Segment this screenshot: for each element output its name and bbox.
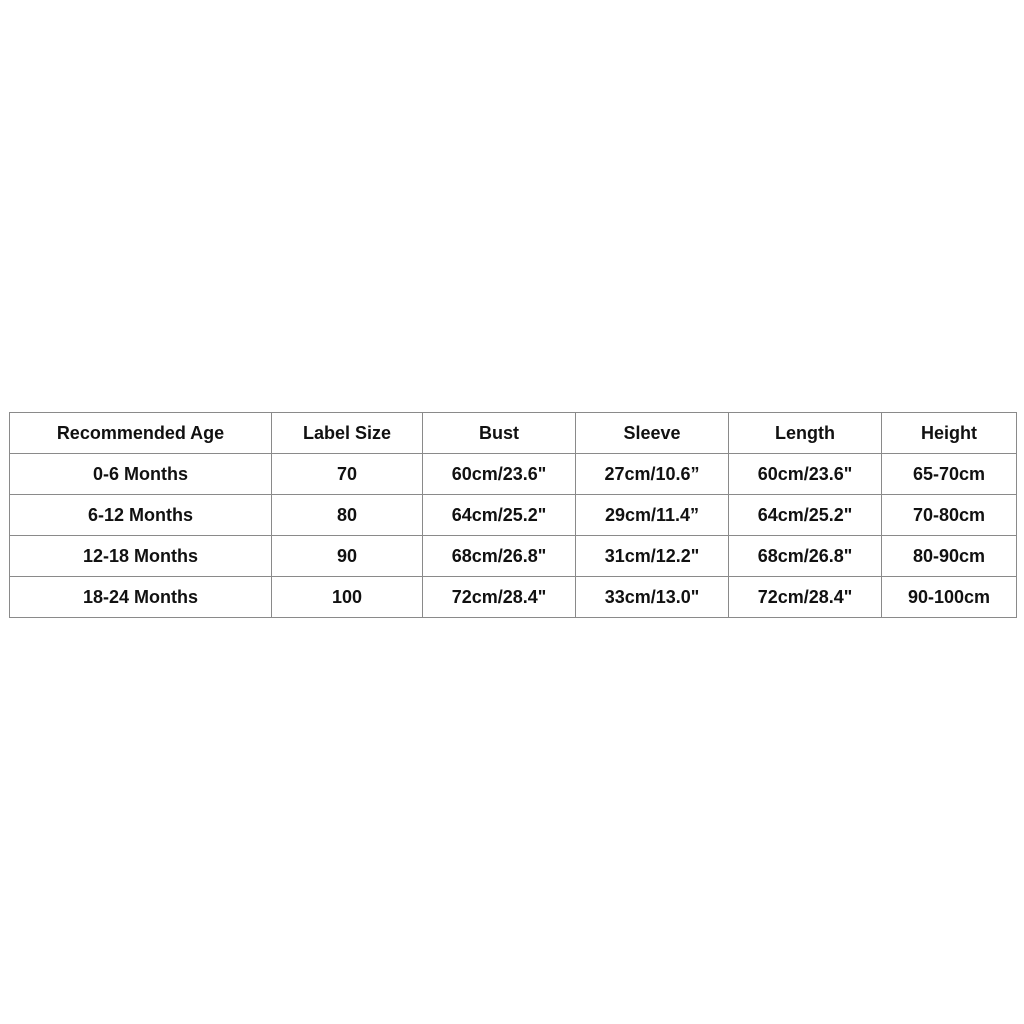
table-header-row — [10, 413, 1017, 454]
cell-sleeve: 27cm/10.6” — [576, 454, 729, 495]
header-label-size: Label Size — [272, 413, 423, 454]
cell-bust: 72cm/28.4" — [423, 577, 576, 618]
cell-sleeve: 29cm/11.4” — [576, 495, 729, 536]
cell-height: 65-70cm — [882, 454, 1017, 495]
cell-sleeve: 31cm/12.2" — [576, 536, 729, 577]
cell-age: 0-6 Months — [10, 454, 272, 495]
cell-length: 72cm/28.4" — [729, 577, 882, 618]
size-chart-table — [9, 412, 1017, 618]
header-height: Height — [882, 413, 1017, 454]
cell-length: 60cm/23.6" — [729, 454, 882, 495]
cell-bust: 64cm/25.2" — [423, 495, 576, 536]
cell-age: 12-18 Months — [10, 536, 272, 577]
cell-label-size: 100 — [272, 577, 423, 618]
header-recommended-age: Recommended Age — [10, 413, 272, 454]
cell-height: 80-90cm — [882, 536, 1017, 577]
cell-height: 70-80cm — [882, 495, 1017, 536]
header-bust: Bust — [423, 413, 576, 454]
table-row — [10, 536, 1017, 577]
cell-age: 18-24 Months — [10, 577, 272, 618]
cell-bust: 68cm/26.8" — [423, 536, 576, 577]
cell-height: 90-100cm — [882, 577, 1017, 618]
cell-label-size: 90 — [272, 536, 423, 577]
cell-bust: 60cm/23.6" — [423, 454, 576, 495]
cell-label-size: 70 — [272, 454, 423, 495]
cell-age: 6-12 Months — [10, 495, 272, 536]
table-row — [10, 495, 1017, 536]
cell-sleeve: 33cm/13.0" — [576, 577, 729, 618]
table-row — [10, 454, 1017, 495]
table-row — [10, 577, 1017, 618]
header-sleeve: Sleeve — [576, 413, 729, 454]
cell-length: 64cm/25.2" — [729, 495, 882, 536]
header-length: Length — [729, 413, 882, 454]
cell-label-size: 80 — [272, 495, 423, 536]
cell-length: 68cm/26.8" — [729, 536, 882, 577]
